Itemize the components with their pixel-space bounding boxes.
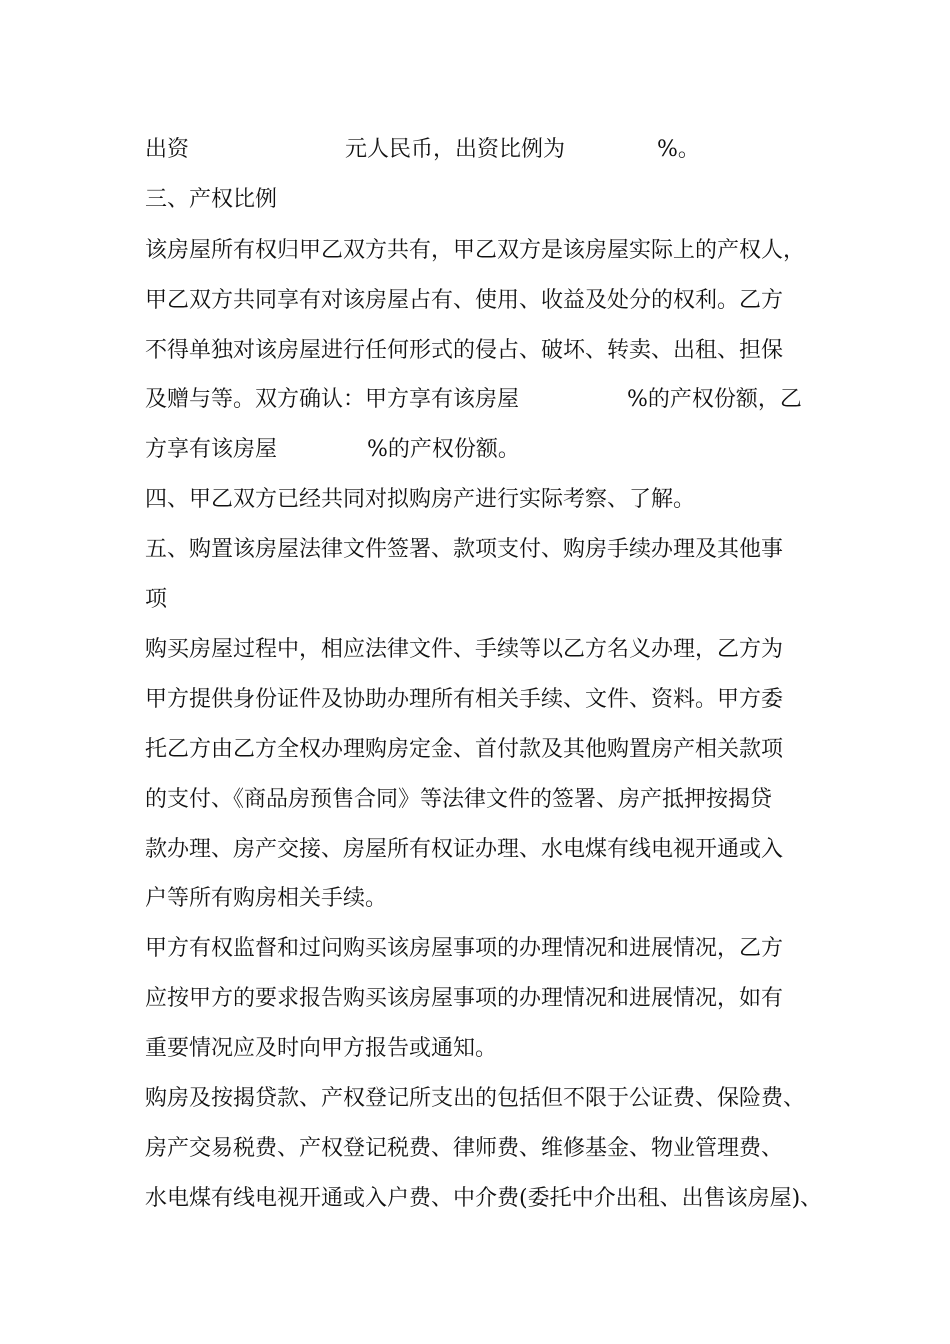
text-line: 应按甲方的要求报告购买该房屋事项的办理情况和进展情况，如有 bbox=[145, 986, 784, 1011]
section-heading: 项 bbox=[145, 587, 168, 612]
text-line: 水电煤有线电视开通或入户费、中介费(委托中介出租、出售该房屋)、 bbox=[145, 1186, 823, 1211]
text-line: 户等所有购房相关手续。 bbox=[145, 886, 388, 911]
section-heading: 三、产权比例 bbox=[145, 187, 278, 212]
text-line: 购买房屋过程中，相应法律文件、手续等以乙方名义办理，乙方为 bbox=[145, 637, 784, 662]
text-line bbox=[145, 435, 835, 465]
text-line: 重要情况应及时向甲方报告或通知。 bbox=[145, 1036, 498, 1061]
text-line: 的支付、《商品房预售合同》等法律文件的签署、房产抵押按揭贷 bbox=[145, 787, 773, 812]
text-line: 甲方有权监督和过问购买该房屋事项的办理情况和进展情况，乙方 bbox=[145, 936, 784, 961]
text-segment: 及赠与等。双方确认：甲方享有该房屋 bbox=[145, 387, 520, 412]
text-line: 购房及按揭贷款、产权登记所支出的包括但不限于公证费、保险费、 bbox=[145, 1086, 806, 1111]
text-line bbox=[145, 135, 835, 165]
text-line: 款办理、房产交接、房屋所有权证办理、水电煤有线电视开通或入 bbox=[145, 837, 784, 862]
text-segment: 元人民币，出资比例为 bbox=[345, 137, 566, 162]
text-segment: 出资 bbox=[145, 137, 190, 162]
section-heading: 四、甲乙双方已经共同对拟购房产进行实际考察、了解。 bbox=[145, 487, 696, 512]
text-segment: %的产权份额。 bbox=[367, 437, 520, 462]
text-segment: 方享有该房屋 bbox=[145, 437, 278, 462]
text-line: 该房屋所有权归甲乙双方共有，甲乙双方是该房屋实际上的产权人， bbox=[145, 238, 806, 263]
text-segment: %的产权份额，乙 bbox=[627, 387, 802, 412]
text-line: 甲方提供身份证件及协助办理所有相关手续、文件、资料。甲方委 bbox=[145, 687, 784, 712]
text-line: 托乙方由乙方全权办理购房定金、首付款及其他购置房产相关款项 bbox=[145, 737, 784, 762]
text-line: 房产交易税费、产权登记税费、律师费、维修基金、物业管理费、 bbox=[145, 1136, 784, 1161]
text-segment: %。 bbox=[657, 137, 700, 162]
text-line bbox=[145, 385, 835, 415]
section-heading: 五、购置该房屋法律文件签署、款项支付、购房手续办理及其他事 bbox=[145, 537, 784, 562]
text-line: 不得单独对该房屋进行任何形式的侵占、破坏、转卖、出租、担保 bbox=[145, 338, 784, 363]
text-line: 甲乙双方共同享有对该房屋占有、使用、收益及处分的权利。乙方 bbox=[145, 288, 784, 313]
